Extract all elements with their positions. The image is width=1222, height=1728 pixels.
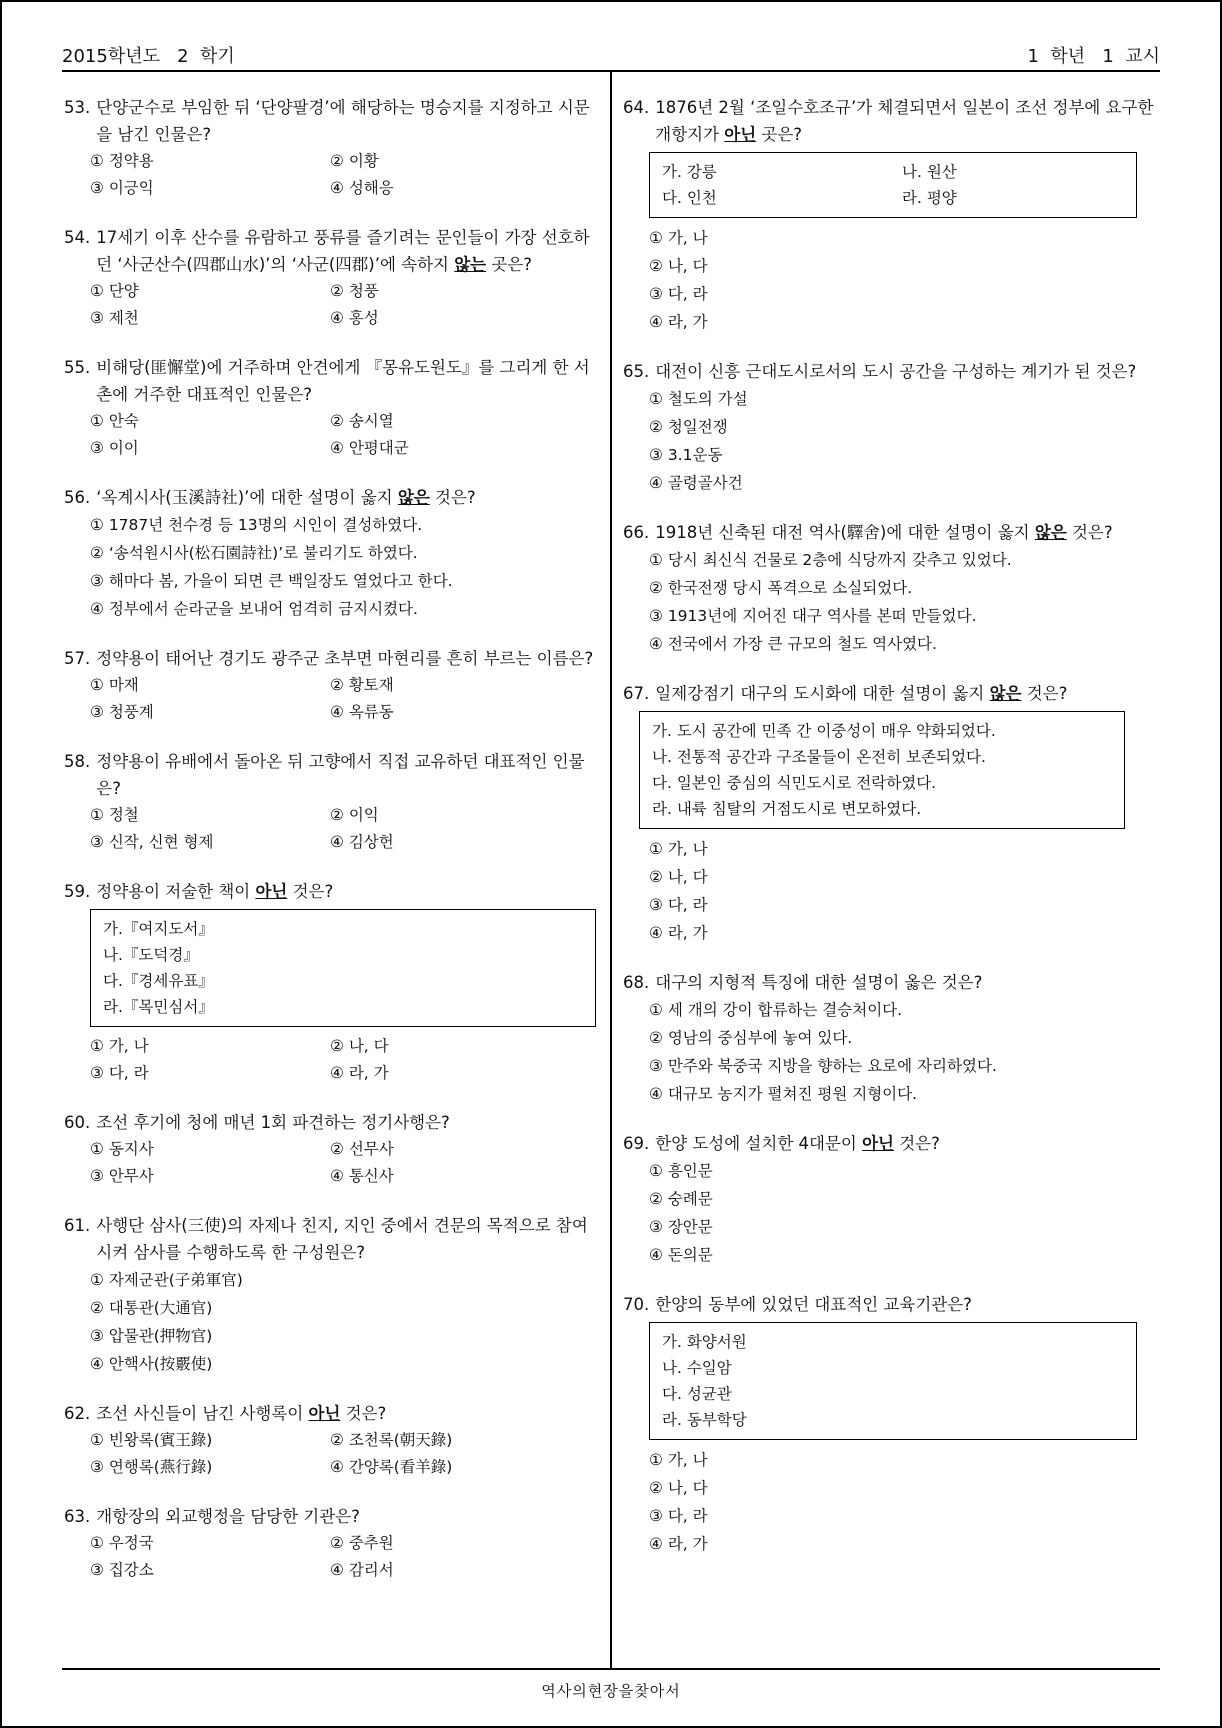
box-item: 라. 평양 [902,189,957,207]
option-3: ③ 이긍익 [90,179,154,197]
option-4: ④ 간양록(看羊錄) [330,1458,453,1476]
option-3: ③ 장안문 [649,1218,713,1236]
question-number: 65. [623,362,650,381]
question-59 [64,878,596,1087]
question-stem: 정약용이 저술한 책이 아닌 것은? [96,882,334,901]
option-2: ② 한국전쟁 당시 폭격으로 소실되었다. [649,579,913,597]
option-4: ④ 안평대군 [330,439,409,457]
negation-emphasis: 아닌 [255,882,288,901]
option-2: ② 선무사 [330,1140,394,1158]
question-stem: 대전이 신흥 근대도시로서의 도시 공간을 구성하는 계기가 된 것은? [655,362,1137,381]
question-stem: 조선 후기에 청에 매년 1회 파견하는 정기사행은? [96,1113,450,1132]
question-55 [64,354,596,462]
question-stem: 17세기 이후 산수를 유람하고 풍류를 즐기려는 문인들이 가장 선호하던 ‘사군산수(四郡山水)’의 ‘사군(四郡)’에 속하지 않는 곳은? [96,228,590,274]
question-number: 62. [64,1404,91,1423]
question-stem: 1876년 2월 ‘조일수호조규’가 체결되면서 일본이 조선 정부에 요구한 개항지가 아닌 곳은? [655,98,1154,144]
option-3: ③ 다, 라 [649,285,708,303]
negation-emphasis: 않은 [397,488,430,507]
option-4: ④ 안핵사(按覈使) [90,1355,213,1373]
question-70 [623,1291,1163,1558]
option-1: ① 1787년 천수경 등 13명의 시인이 결성하였다. [90,516,423,534]
option-3: ③ 3.1운동 [649,446,723,464]
negation-emphasis: 아닌 [862,1134,894,1153]
question-stem: 개항장의 외교행정을 담당한 기관은? [96,1507,360,1526]
choice-box [90,909,596,1027]
right-column [623,94,1163,1558]
option-4: ④ 라, 가 [649,1535,708,1553]
option-4: ④ 골령골사건 [649,474,743,492]
question-number: 55. [64,358,91,377]
option-3: ③ 이이 [90,439,139,457]
box-item: 나. 전통적 공간과 구조물들이 온전히 보존되었다. [652,748,986,766]
left-column [64,94,596,1584]
grade-period-label: 1 학년 1 교시 [1027,46,1160,67]
question-number: 70. [623,1295,650,1314]
option-2: ② 이황 [330,152,379,170]
question-number: 68. [623,973,650,992]
option-2: ② 이익 [330,806,379,824]
question-number: 67. [623,684,650,703]
option-3: ③ 집강소 [90,1561,154,1579]
question-number: 57. [64,649,91,668]
negation-emphasis: 아닌 [724,125,757,144]
question-number: 63. [64,1507,91,1526]
question-64 [623,94,1163,336]
option-2: ② 나, 다 [649,257,708,275]
question-stem: 정약용이 태어난 경기도 광주군 초부면 마현리를 흔히 부르는 이름은? [96,649,594,668]
question-56 [64,484,596,623]
question-61 [64,1212,596,1378]
box-item: 다. 일본인 중심의 식민도시로 전락하였다. [652,774,937,792]
question-63 [64,1503,596,1584]
box-item: 다. 인천 [662,189,717,207]
option-2: ② 청일전쟁 [649,418,728,436]
option-4: ④ 라, 가 [649,313,708,331]
option-2: ② 나, 다 [649,1479,708,1497]
question-number: 58. [64,752,91,771]
option-4: ④ 라, 가 [649,924,708,942]
question-number: 59. [64,882,91,901]
option-2: ② 숭례문 [649,1190,713,1208]
option-2: ② 나, 다 [330,1037,389,1055]
box-item: 나. 원산 [902,163,957,181]
option-2: ② 영남의 중심부에 놓여 있다. [649,1029,853,1047]
option-1: ① 당시 최신식 건물로 2층에 식당까지 갖추고 있었다. [649,551,1012,569]
semester-label: 2015학년도 2 학기 [62,46,235,67]
box-item: 가. 화양서원 [662,1333,747,1351]
option-4: ④ 정부에서 순라군을 보내어 엄격히 금지시켰다. [90,600,418,618]
option-4: ④ 김상헌 [330,833,394,851]
option-4: ④ 대규모 농지가 펼쳐진 평원 지형이다. [649,1085,918,1103]
negation-emphasis: 않은 [989,684,1022,703]
option-2: ② 청풍 [330,282,379,300]
footer-rule [62,1668,1160,1670]
question-number: 53. [64,98,91,117]
option-1: ① 정철 [90,806,139,824]
option-3: ③ 제천 [90,309,139,327]
question-stem: 1918년 신축된 대전 역사(驛舍)에 대한 설명이 옳지 않은 것은? [655,523,1113,542]
question-69 [623,1130,1163,1269]
option-1: ① 가, 나 [649,229,708,247]
option-2: ② 나, 다 [649,868,708,886]
box-item: 라. 동부학당 [662,1411,747,1429]
negation-emphasis: 않은 [1034,523,1067,542]
choice-box [639,711,1125,829]
option-1: ① 가, 나 [90,1037,149,1055]
option-1: ① 안숙 [90,412,139,430]
question-68 [623,969,1163,1108]
option-1: ① 철도의 가설 [649,390,748,408]
question-stem: ‘옥계시사(玉溪詩社)’에 대한 설명이 옳지 않은 것은? [96,488,476,507]
option-3: ③ 다, 라 [649,896,708,914]
box-item: 라.『목민심서』 [103,998,214,1016]
option-1: ① 우정국 [90,1534,154,1552]
question-67 [623,680,1163,947]
option-1: ① 가, 나 [649,1451,708,1469]
question-stem: 정약용이 유배에서 돌아온 뒤 고향에서 직접 교유하던 대표적인 인물은? [96,752,585,798]
option-2: ② 대통관(大通官) [90,1299,213,1317]
option-1: ① 단양 [90,282,139,300]
box-item: 가. 강릉 [662,163,717,181]
question-66 [623,519,1163,658]
option-2: ② 송시열 [330,412,394,430]
question-stem: 조선 사신들이 남긴 사행록이 아닌 것은? [96,1404,387,1423]
question-number: 56. [64,488,91,507]
option-3: ③ 1913년에 지어진 대구 역사를 본떠 만들었다. [649,607,977,625]
option-2: ② ‘송석원시사(松石園詩社)’로 불리기도 하였다. [90,544,418,562]
option-1: ① 가, 나 [649,840,708,858]
option-1: ① 마재 [90,676,139,694]
option-2: ② 황토재 [330,676,394,694]
question-62 [64,1400,596,1481]
option-3: ③ 신작, 신현 형제 [90,833,214,851]
option-4: ④ 통신사 [330,1167,394,1185]
question-stem: 비해당(匪懈堂)에 거주하며 안견에게 『몽유도원도』를 그리게 한 서촌에 거주한 대표적인 인물은? [96,358,590,404]
option-4: ④ 전국에서 가장 큰 규모의 철도 역사였다. [649,635,937,653]
option-4: ④ 라, 가 [330,1064,389,1082]
option-1: ① 흥인문 [649,1162,713,1180]
option-3: ③ 청풍계 [90,703,154,721]
question-number: 69. [623,1134,650,1153]
option-1: ① 자제군관(子弟軍官) [90,1271,243,1289]
box-item: 나.『도덕경』 [103,946,199,964]
box-item: 라. 내륙 침탈의 거점도시로 변모하였다. [652,800,922,818]
option-1: ① 동지사 [90,1140,154,1158]
box-item: 나. 수일암 [662,1359,732,1377]
page-footer: 역사의현장을찾아서 [541,1682,681,1700]
question-stem: 사행단 삼사(三使)의 자제나 친지, 지인 중에서 견문의 목적으로 참여시켜 삼사를 수행하도록 한 구성원은? [96,1216,588,1262]
option-3: ③ 만주와 북중국 지방을 향하는 요로에 자리하였다. [649,1057,997,1075]
option-3: ③ 다, 라 [90,1064,149,1082]
option-4: ④ 돈의문 [649,1246,713,1264]
option-1: ① 세 개의 강이 합류하는 결승처이다. [649,1001,903,1019]
question-stem: 한양 도성에 설치한 4대문이 아닌 것은? [655,1134,940,1153]
negation-emphasis: 않는 [454,255,487,274]
choice-box [649,1322,1137,1440]
question-stem: 일제강점기 대구의 도시화에 대한 설명이 옳지 않은 것은? [655,684,1068,703]
option-4: ④ 감리서 [330,1561,394,1579]
option-4: ④ 성해응 [330,179,394,197]
question-60 [64,1109,596,1190]
question-58 [64,748,596,856]
question-number: 64. [623,98,650,117]
choice-box [649,152,1137,218]
question-54 [64,224,596,332]
option-3: ③ 연행록(燕行錄) [90,1458,213,1476]
page-header [62,42,1160,72]
box-item: 다. 성균관 [662,1385,732,1403]
option-2: ② 조천록(朝天錄) [330,1431,453,1449]
question-number: 61. [64,1216,91,1235]
box-item: 가. 도시 공간에 민족 간 이중성이 매우 약화되었다. [652,722,996,740]
option-3: ③ 해마다 봄, 가을이 되면 큰 백일장도 열었다고 한다. [90,572,453,590]
option-3: ③ 다, 라 [649,1507,708,1525]
question-stem: 단양군수로 부임한 뒤 ‘단양팔경’에 해당하는 명승지를 지정하고 시문을 남긴 인물은? [96,98,590,144]
question-57 [64,645,596,726]
question-53 [64,94,596,202]
question-number: 54. [64,228,91,247]
option-1: ① 빈왕록(賓王錄) [90,1431,213,1449]
negation-emphasis: 아닌 [308,1404,341,1423]
option-2: ② 중추원 [330,1534,394,1552]
question-65 [623,358,1163,497]
option-4: ④ 홍성 [330,309,379,327]
question-stem: 대구의 지형적 특징에 대한 설명이 옳은 것은? [655,973,983,992]
option-3: ③ 압물관(押物官) [90,1327,213,1345]
box-item: 다.『경세유표』 [103,972,214,990]
question-stem: 한양의 동부에 있었던 대표적인 교육기관은? [655,1295,972,1314]
option-4: ④ 옥류동 [330,703,394,721]
question-number: 66. [623,523,650,542]
option-1: ① 정약용 [90,152,154,170]
column-divider [610,70,612,1668]
box-item: 가.『여지도서』 [103,920,214,938]
option-3: ③ 안무사 [90,1167,154,1185]
question-number: 60. [64,1113,91,1132]
